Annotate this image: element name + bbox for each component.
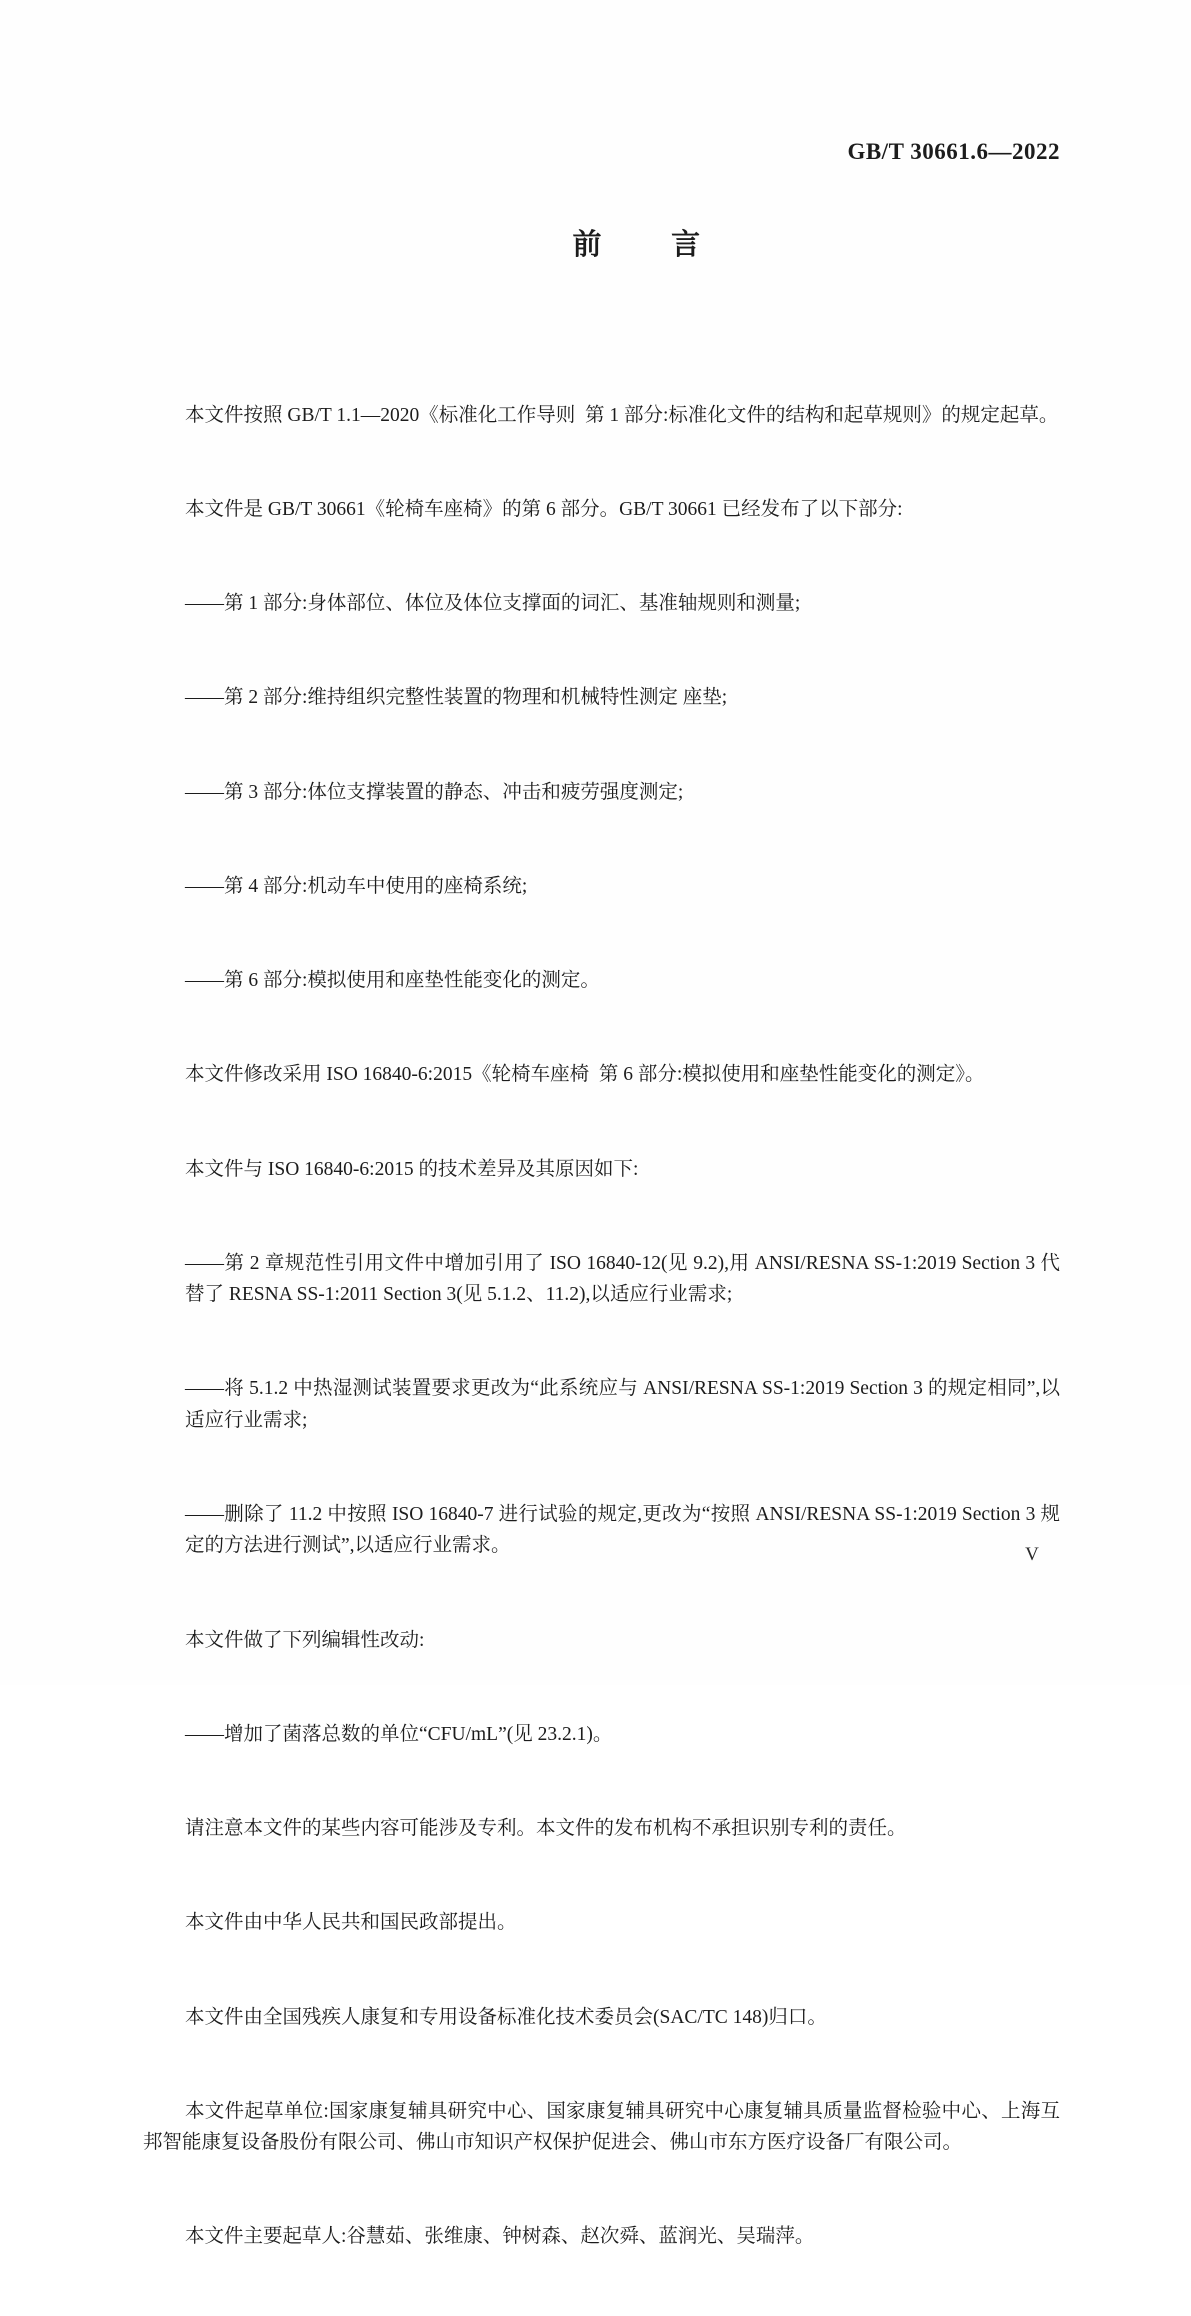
- paragraph: 本文件由中华人民共和国民政部提出。: [185, 1912, 517, 1934]
- paragraph: 本文件做了下列编辑性改动:: [185, 1629, 425, 1651]
- page-number: V: [1025, 1544, 1039, 1565]
- paragraph: 本文件按照 GB/T 1.1—2020《标准化工作导则 第 1 部分:标准化文件的结构和起草规则》的规定起草。: [185, 404, 1059, 426]
- list-item-dash: ——第 1 部分:身体部位、体位及体位支撑面的词汇、基准轴规则和测量;: [185, 593, 801, 615]
- list-item-dash: ——增加了菌落总数的单位“CFU/mL”(见 23.2.1)。: [185, 1723, 613, 1745]
- paragraph: 本文件修改采用 ISO 16840-6:2015《轮椅车座椅 第 6 部分:模拟使用和座垫性能变化的测定》。: [185, 1064, 985, 1086]
- standard-number: GB/T 30661.6—2022: [847, 139, 1060, 164]
- list-item-dash: ——第 4 部分:机动车中使用的座椅系统;: [185, 875, 528, 897]
- list-item-dash: ——删除了 11.2 中按照 ISO 16840-7 进行试验的规定,更改为“按照 ANSI/RESNA SS-1:2019 Section 3 规定的方法进行测试”,以适应行业需求。: [185, 1504, 1060, 1557]
- page-title: 前言: [572, 229, 770, 261]
- list-item-dash: ——第 2 部分:维持组织完整性装置的物理和机械特性测定 座垫;: [185, 687, 728, 709]
- paragraph: 本文件起草单位:国家康复辅具研究中心、国家康复辅具研究中心康复辅具质量监督检验中心、上海互邦智能康复设备股份有限公司、佛山市知识产权保护促进会、佛山市东方医疗设备厂有限公司。: [143, 2100, 1060, 2154]
- paragraph: 请注意本文件的某些内容可能涉及专利。本文件的发布机构不承担识别专利的责任。: [185, 1818, 907, 1840]
- paragraph: 本文件与 ISO 16840-6:2015 的技术差异及其原因如下:: [185, 1158, 639, 1180]
- paragraph: 本文件是 GB/T 30661《轮椅车座椅》的第 6 部分。GB/T 30661 已经发布了以下部分:: [185, 499, 903, 521]
- foreword-body: [143, 337, 1060, 2316]
- list-item-dash: ——第 2 章规范性引用文件中增加引用了 ISO 16840-12(见 9.2),用 ANSI/RESNA SS-1:2019 Section 3 代替了 RESNA SS-1:2011 Section 3(见 5.1.2、11.2),以适应行业需求;: [185, 1252, 1060, 1306]
- paragraph: 本文件由全国残疾人康复和专用设备标准化技术委员会(SAC/TC 148)归口。: [185, 2006, 827, 2028]
- list-item-dash: ——第 3 部分:体位支撑装置的静态、冲击和疲劳强度测定;: [185, 781, 684, 803]
- list-item-dash: ——将 5.1.2 中热湿测试装置要求更改为“此系统应与 ANSI/RESNA SS-1:2019 Section 3 的规定相同”,以适应行业需求;: [185, 1378, 1060, 1431]
- paragraph: 本文件主要起草人:谷慧茹、张维康、钟树森、赵次舜、蓝润光、吴瑞萍。: [185, 2226, 815, 2248]
- list-item-dash: ——第 6 部分:模拟使用和座垫性能变化的测定。: [185, 970, 600, 992]
